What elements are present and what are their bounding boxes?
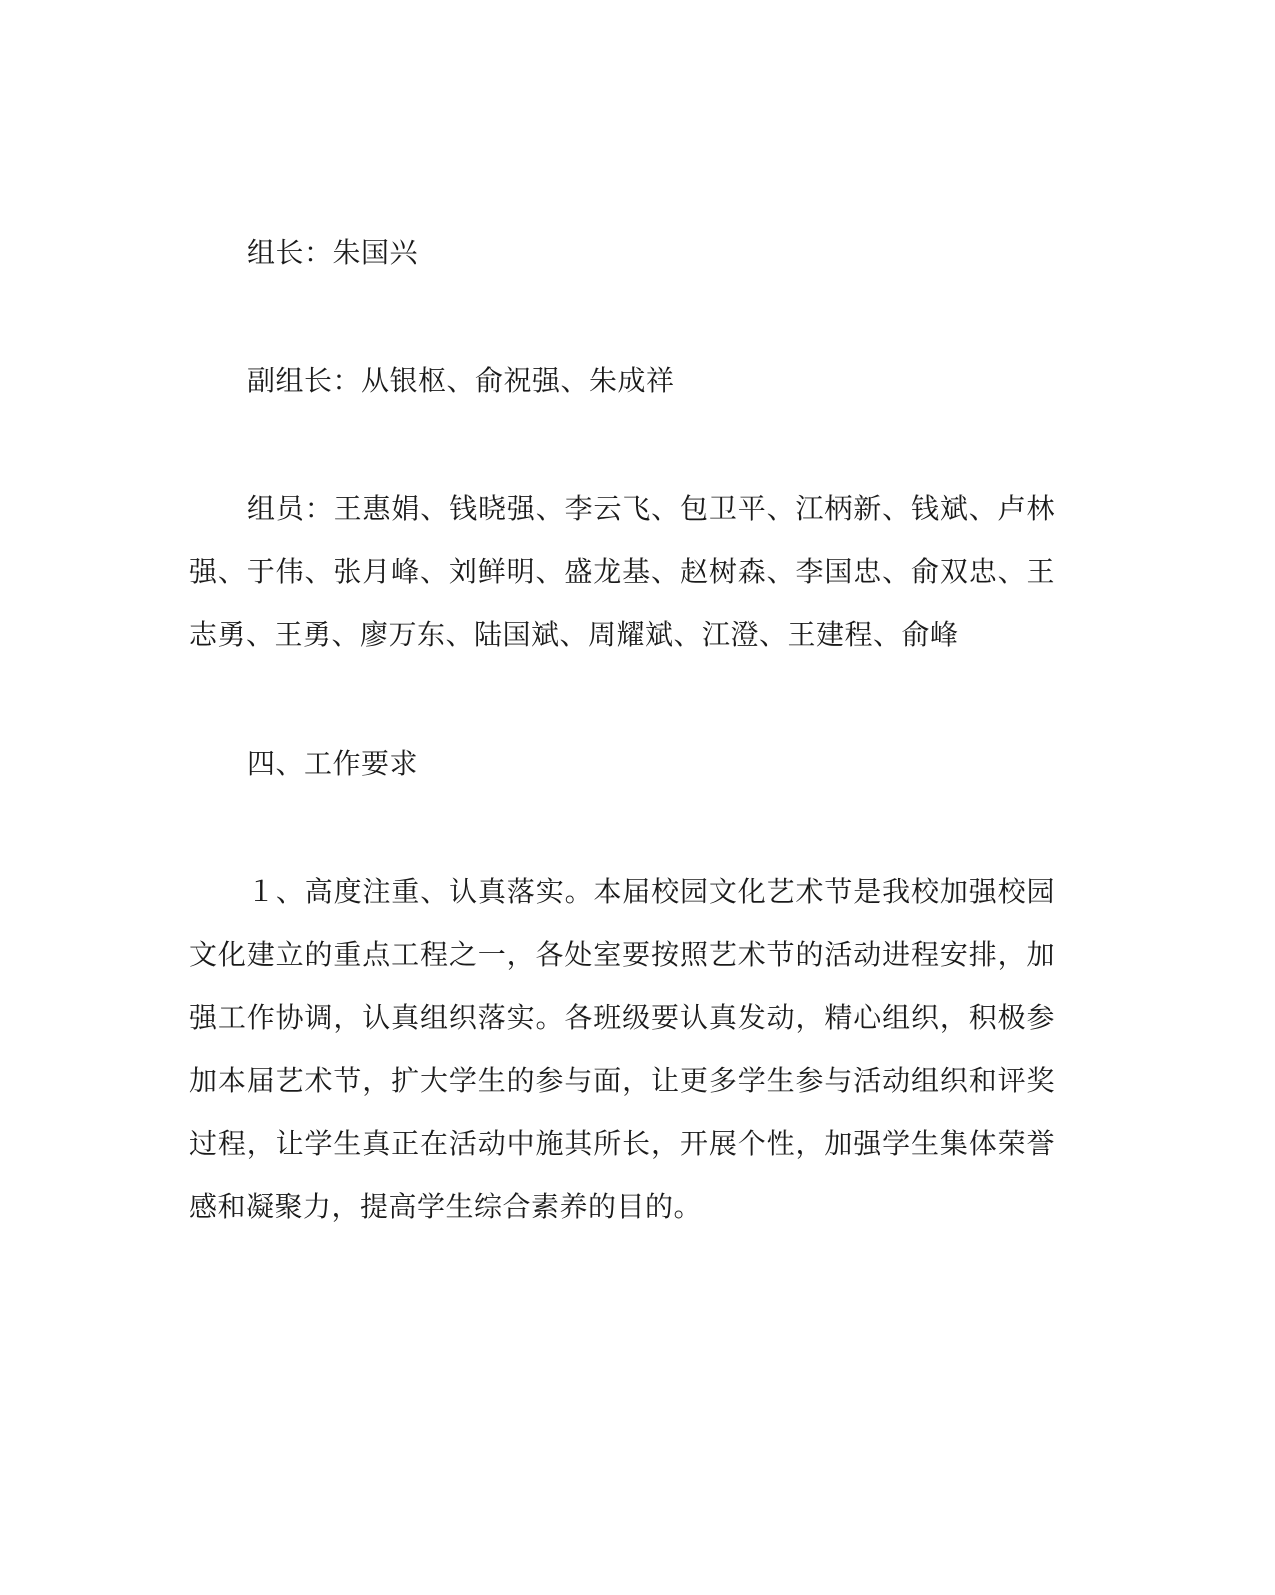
group-leader-line: 组长：朱国兴 xyxy=(247,236,419,269)
requirement-paragraph-1: １、高度注重、认真落实。本届校园文化艺术节是我校加强校园文化建立的重点工程之一，各处室要按照艺术节的活动进程安排，加强工作协调，认真组织落实。各班级要认真发动，精心组织，积极参加本届艺术节，扩大学生的参与面，让更多学生参与活动组织和评奖过程，让学生真正在活动中施其所长，开展个性，加强学生集体荣誉感和凝聚力，提高学生综合素养的目的。 xyxy=(189,875,1055,1223)
deputy-leaders-line: 副组长：从银枢、俞祝强、朱成祥 xyxy=(247,364,675,397)
section-heading: 四、工作要求 xyxy=(247,747,419,780)
group-members-paragraph: 组员：王惠娟、钱晓强、李云飞、包卫平、江柄新、钱斌、卢林强、于伟、张月峰、刘鲜明、盛龙基、赵树森、李国忠、俞双忠、王志勇、王勇、廖万东、陆国斌、周耀斌、江澄、王建程、俞峰 xyxy=(189,492,1055,651)
